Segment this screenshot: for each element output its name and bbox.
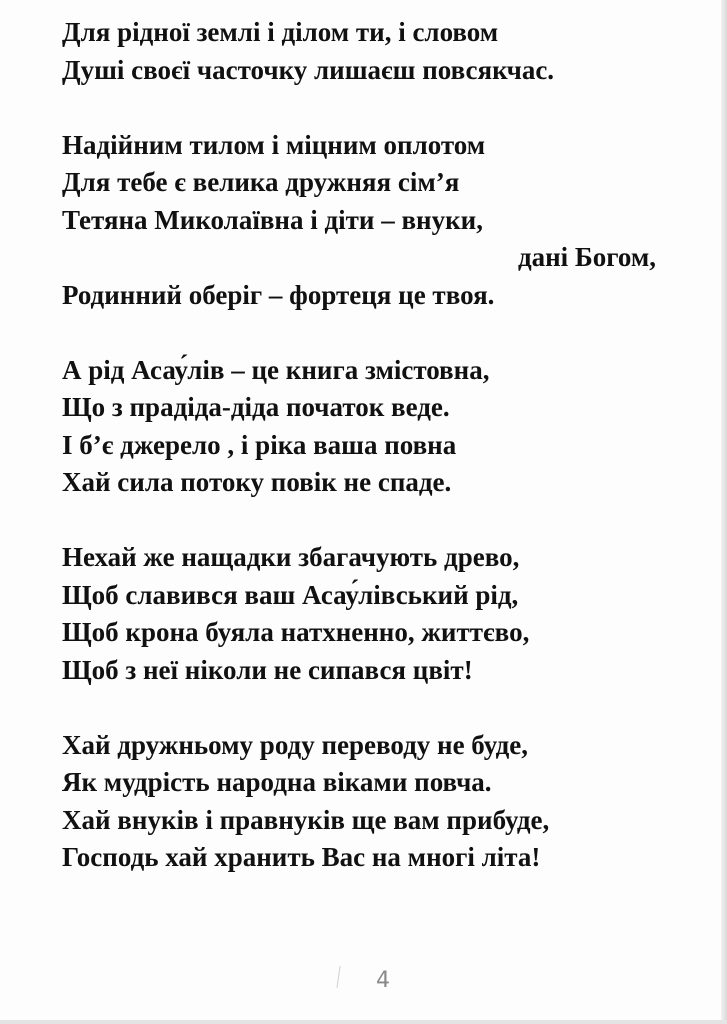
stanza-5 — [62, 727, 702, 877]
scan-edge-bottom — [0, 1020, 727, 1024]
stanza-3 — [62, 352, 702, 502]
stanza-gap — [62, 689, 702, 727]
stanza-1 — [62, 14, 702, 89]
poem-line: Для рідної землі і ділом ти, і словом — [62, 17, 499, 47]
poem-line: Душі своєї часточку лишаєш повсякчас. — [62, 54, 555, 85]
pencil-mark — [336, 966, 340, 988]
poem-line: Хай сила потоку повік не спаде. — [62, 467, 452, 497]
stanza-gap — [62, 89, 702, 127]
poem-line: Як мудрість народна віками повча. — [62, 767, 492, 797]
poem-line: Щоб крона буяла натхненно, життєво, — [62, 617, 530, 647]
stanza-gap — [62, 314, 702, 352]
poem-line: Родинний оберіг – фортеця це твоя. — [62, 279, 495, 310]
poem-line: Щоб славився ваш Асау́лівський рід, — [62, 579, 519, 610]
poem-line: Що з прадіда-діда початок веде. — [62, 392, 450, 422]
page-number: 4 — [376, 968, 390, 993]
poem-line: І б’є джерело , і ріка ваша повна — [62, 429, 457, 460]
poem-line-continuation: дані Богом, — [517, 242, 656, 272]
poem-line: Хай внуків і правнуків ще вам прибуде, — [62, 804, 550, 835]
stanza-4 — [62, 539, 702, 689]
stanza-2 — [62, 127, 702, 315]
poem-line: Надійним тилом і міцним оплотом — [62, 129, 486, 160]
scan-edge-right — [721, 0, 727, 1024]
poem-line: А рід Асау́лів – це книга змістовна, — [62, 354, 490, 385]
poem-line: Господь хай хранить Вас на многі літа! — [62, 842, 541, 872]
poem-line: Тетяна Миколаївна і діти – внуки, — [62, 204, 483, 235]
poem-line: Для тебе є велика дружняя сім’я — [62, 167, 460, 197]
stanza-gap — [62, 502, 702, 540]
poem-line: Нехай же нащадки збагачують древо, — [62, 542, 520, 572]
poem-text — [62, 14, 702, 877]
poem-line: Щоб з неї ніколи не сипався цвіт! — [62, 654, 473, 685]
poem-line: Хай дружньому роду переводу не буде, — [62, 729, 528, 760]
